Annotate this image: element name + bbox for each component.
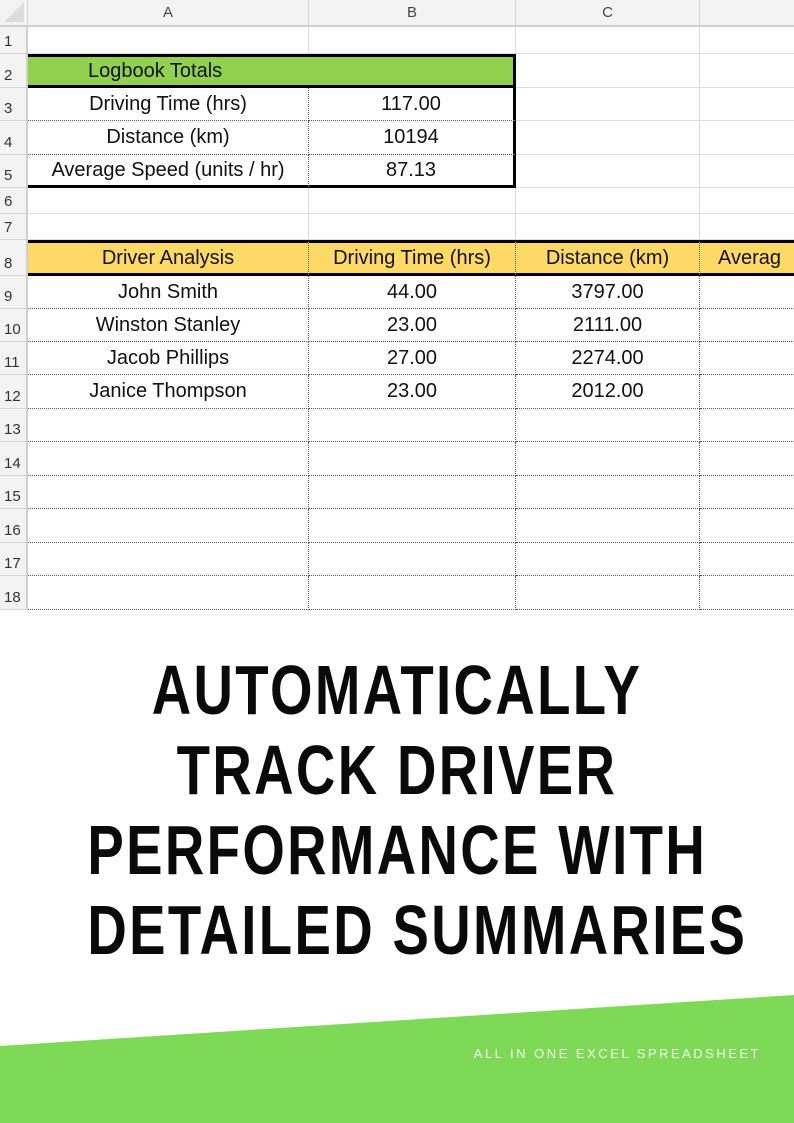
driver-cell-time[interactable]: 23.00 — [309, 375, 516, 409]
driver-table-header[interactable]: Driver Analysis — [28, 240, 309, 276]
driver-table-header[interactable]: Averag — [700, 240, 794, 276]
row-header[interactable]: 1 — [0, 27, 28, 54]
row-header[interactable]: 9 — [0, 276, 28, 309]
column-header-c[interactable]: C — [516, 0, 700, 27]
driver-table-header[interactable]: Driving Time (hrs) — [309, 240, 516, 276]
driver-cell-distance[interactable]: 2274.00 — [516, 342, 700, 375]
column-header-b[interactable]: B — [309, 0, 516, 27]
driver-cell-time[interactable]: 44.00 — [309, 276, 516, 309]
row-header[interactable]: 15 — [0, 476, 28, 509]
driver-cell-name[interactable]: Janice Thompson — [28, 375, 309, 409]
row-header[interactable]: 4 — [0, 121, 28, 155]
headline-line: AUTOMATICALLY — [151, 651, 643, 729]
row-header[interactable]: 2 — [0, 54, 28, 88]
headline-line: PERFORMANCE WITH — [87, 811, 708, 889]
column-header-a[interactable]: A — [28, 0, 309, 27]
row-header[interactable]: 11 — [0, 342, 28, 375]
row-header[interactable]: 13 — [0, 409, 28, 442]
logbook-label[interactable]: Average Speed (units / hr) — [28, 155, 309, 188]
driver-cell-distance[interactable]: 2012.00 — [516, 375, 700, 409]
driver-cell-distance[interactable]: 3797.00 — [516, 276, 700, 309]
driver-cell-distance[interactable]: 2111.00 — [516, 309, 700, 342]
headline-line: TRACK DRIVER — [176, 731, 618, 809]
logbook-value[interactable]: 117.00 — [309, 88, 516, 121]
logbook-label[interactable]: Driving Time (hrs) — [28, 88, 309, 121]
row-header[interactable]: 10 — [0, 309, 28, 342]
driver-cell-name[interactable]: Winston Stanley — [28, 309, 309, 342]
row-header[interactable]: 3 — [0, 88, 28, 121]
driver-cell-name[interactable]: John Smith — [28, 276, 309, 309]
headline-line: DETAILED SUMMARIES — [87, 891, 748, 969]
row-header[interactable]: 7 — [0, 214, 28, 240]
logbook-label[interactable]: Distance (km) — [28, 121, 309, 155]
logbook-title: Logbook Totals — [28, 54, 516, 88]
row-header[interactable]: 5 — [0, 155, 28, 188]
driver-cell-name[interactable]: Jacob Phillips — [28, 342, 309, 375]
tagline: ALL IN ONE EXCEL SPREADSHEET — [473, 1046, 761, 1061]
row-header[interactable]: 16 — [0, 509, 28, 543]
row-header[interactable]: 12 — [0, 375, 28, 409]
row-header[interactable]: 8 — [0, 240, 28, 276]
row-header[interactable]: 6 — [0, 188, 28, 214]
logbook-value[interactable]: 87.13 — [309, 155, 516, 188]
row-header[interactable]: 17 — [0, 543, 28, 576]
logbook-value[interactable]: 10194 — [309, 121, 516, 155]
row-header[interactable]: 18 — [0, 576, 28, 610]
driver-table-header[interactable]: Distance (km) — [516, 240, 700, 276]
driver-cell-time[interactable]: 23.00 — [309, 309, 516, 342]
row-header[interactable]: 14 — [0, 442, 28, 476]
driver-cell-time[interactable]: 27.00 — [309, 342, 516, 375]
